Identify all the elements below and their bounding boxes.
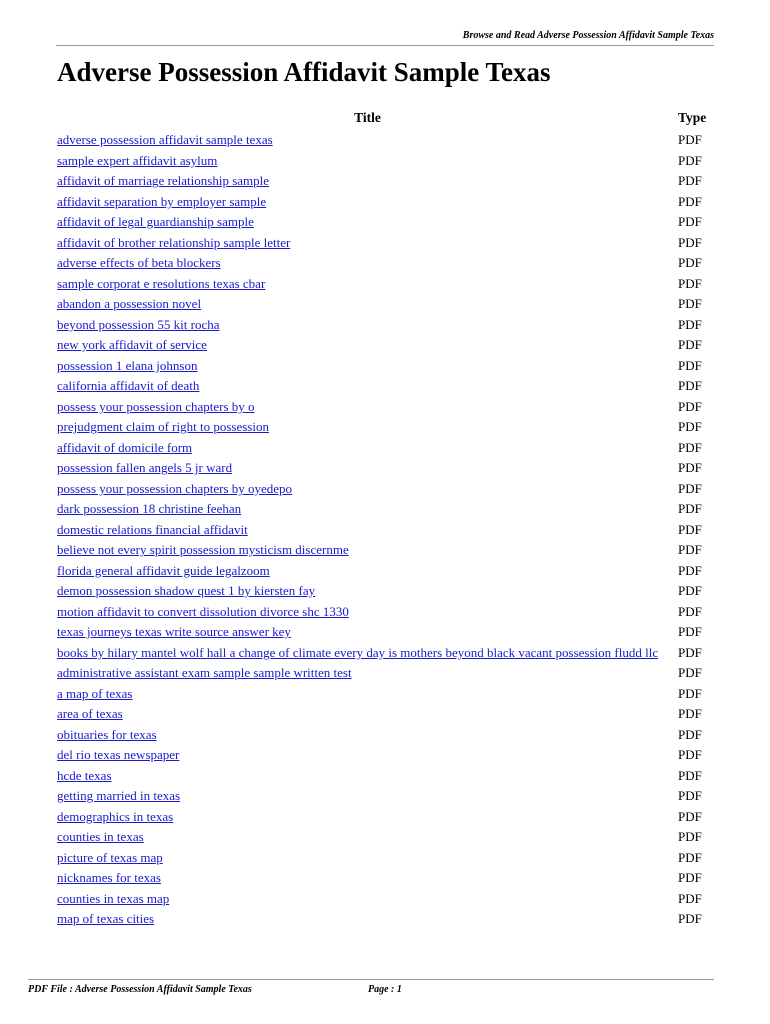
- table-row: [57, 479, 714, 500]
- document-link[interactable]: prejudgment claim of right to possession: [57, 419, 269, 435]
- table-row: [57, 151, 714, 172]
- table-row: [57, 622, 714, 643]
- table-row: [57, 766, 714, 787]
- document-link[interactable]: counties in texas: [57, 829, 144, 845]
- document-link[interactable]: sample corporat e resolutions texas cbar: [57, 275, 266, 291]
- document-type: PDF: [678, 296, 702, 312]
- document-type: PDF: [678, 357, 702, 373]
- table-row: [57, 335, 714, 356]
- document-type: PDF: [678, 603, 702, 619]
- document-link[interactable]: hcde texas: [57, 767, 112, 783]
- table-row: [57, 807, 714, 828]
- table-row: [57, 643, 714, 664]
- document-link[interactable]: beyond possession 55 kit rocha: [57, 316, 220, 332]
- footer-file-label: PDF File : Adverse Possession Affidavit Sample Texas: [28, 984, 252, 995]
- table-row: [57, 745, 714, 766]
- document-type: PDF: [678, 316, 702, 332]
- document-link[interactable]: nicknames for texas: [57, 870, 161, 886]
- document-link[interactable]: a map of texas: [57, 685, 133, 701]
- document-type: PDF: [678, 726, 702, 742]
- table-row: [57, 663, 714, 684]
- table-row: [57, 376, 714, 397]
- document-type: PDF: [678, 255, 702, 271]
- document-link[interactable]: adverse possession affidavit sample texas: [57, 132, 273, 148]
- running-header: Browse and Read Adverse Possession Affidavit Sample Texas: [56, 30, 714, 46]
- document-link[interactable]: believe not every spirit possession mysticism discernme: [57, 542, 349, 558]
- document-type: PDF: [678, 193, 702, 209]
- document-type: PDF: [678, 583, 702, 599]
- document-link[interactable]: demographics in texas: [57, 808, 174, 824]
- table-body: [57, 130, 714, 930]
- column-header-type: Type: [678, 110, 707, 125]
- table-row: [57, 171, 714, 192]
- document-link[interactable]: affidavit of legal guardianship sample: [57, 214, 254, 230]
- table-row: [57, 315, 714, 336]
- table-row: [57, 233, 714, 254]
- table-row: [57, 602, 714, 623]
- document-link[interactable]: motion affidavit to convert dissolution divorce shc 1330: [57, 603, 349, 619]
- document-link[interactable]: florida general affidavit guide legalzoom: [57, 562, 270, 578]
- table-row: [57, 253, 714, 274]
- document-link[interactable]: books by hilary mantel wolf hall a change of climate every day is mothers beyond black vacant possession fludd llc: [57, 644, 659, 660]
- document-type: PDF: [678, 808, 702, 824]
- table-row: [57, 684, 714, 705]
- document-link[interactable]: counties in texas map: [57, 890, 170, 906]
- document-type: PDF: [678, 665, 702, 681]
- document-type: PDF: [678, 398, 702, 414]
- document-type: PDF: [678, 870, 702, 886]
- document-link[interactable]: possess your possession chapters by o: [57, 398, 255, 414]
- document-type: PDF: [678, 460, 702, 476]
- document-type: PDF: [678, 214, 702, 230]
- document-link[interactable]: california affidavit of death: [57, 378, 200, 394]
- table-row: [57, 848, 714, 869]
- document-list-table: [57, 110, 714, 930]
- document-type: PDF: [678, 685, 702, 701]
- document-type: PDF: [678, 767, 702, 783]
- document-link[interactable]: demon possession shadow quest 1 by kiersten fay: [57, 583, 316, 599]
- table-row: [57, 458, 714, 479]
- document-link[interactable]: abandon a possession novel: [57, 296, 202, 312]
- document-type: PDF: [678, 849, 702, 865]
- document-link[interactable]: new york affidavit of service: [57, 337, 207, 353]
- document-type: PDF: [678, 644, 702, 660]
- document-type: PDF: [678, 747, 702, 763]
- table-row: [57, 889, 714, 910]
- document-type: PDF: [678, 152, 702, 168]
- document-type: PDF: [678, 562, 702, 578]
- table-row: [57, 438, 714, 459]
- document-link[interactable]: dark possession 18 christine feehan: [57, 501, 242, 517]
- table-row: [57, 192, 714, 213]
- table-row: [57, 725, 714, 746]
- table-row: [57, 909, 714, 930]
- document-type: PDF: [678, 439, 702, 455]
- table-row: [57, 212, 714, 233]
- document-link[interactable]: getting married in texas: [57, 788, 181, 804]
- table-row: [57, 561, 714, 582]
- document-link[interactable]: possession fallen angels 5 jr ward: [57, 460, 233, 476]
- document-type: PDF: [678, 173, 702, 189]
- document-link[interactable]: domestic relations financial affidavit: [57, 521, 248, 537]
- table-header-row: [57, 110, 714, 130]
- document-type: PDF: [678, 706, 702, 722]
- document-type: PDF: [678, 378, 702, 394]
- document-type: PDF: [678, 480, 702, 496]
- footer-page-number: Page : 1: [368, 984, 402, 995]
- document-link[interactable]: obituaries for texas: [57, 726, 157, 742]
- table-row: [57, 520, 714, 541]
- table-row: [57, 356, 714, 377]
- table-row: [57, 786, 714, 807]
- document-link[interactable]: affidavit separation by employer sample: [57, 193, 267, 209]
- document-type: PDF: [678, 234, 702, 250]
- table-row: [57, 294, 714, 315]
- table-row: [57, 540, 714, 561]
- table-row: [57, 130, 714, 151]
- document-link[interactable]: affidavit of brother relationship sample letter: [57, 234, 291, 250]
- page-title: Adverse Possession Affidavit Sample Texas: [57, 57, 551, 87]
- document-type: PDF: [678, 788, 702, 804]
- document-link[interactable]: map of texas cities: [57, 911, 155, 927]
- document-link[interactable]: del rio texas newspaper: [57, 747, 180, 763]
- document-type: PDF: [678, 890, 702, 906]
- document-link[interactable]: administrative assistant exam sample sample written test: [57, 665, 352, 681]
- table-row: [57, 397, 714, 418]
- document-type: PDF: [678, 501, 702, 517]
- document-link[interactable]: texas journeys texas write source answer key: [57, 624, 291, 640]
- document-type: PDF: [678, 542, 702, 558]
- table-row: [57, 274, 714, 295]
- document-link[interactable]: affidavit of domicile form: [57, 439, 193, 455]
- document-link[interactable]: sample expert affidavit asylum: [57, 152, 218, 168]
- document-type: PDF: [678, 521, 702, 537]
- document-link[interactable]: affidavit of marriage relationship sample: [57, 173, 270, 189]
- document-type: PDF: [678, 911, 702, 927]
- document-type: PDF: [678, 829, 702, 845]
- document-link[interactable]: possess your possession chapters by oyedepo: [57, 480, 293, 496]
- document-type: PDF: [678, 337, 702, 353]
- table-row: [57, 704, 714, 725]
- document-type: PDF: [678, 275, 702, 291]
- document-link[interactable]: area of texas: [57, 706, 123, 722]
- column-header-title: Title: [354, 110, 381, 125]
- table-row: [57, 868, 714, 889]
- document-link[interactable]: possession 1 elana johnson: [57, 357, 198, 373]
- table-row: [57, 827, 714, 848]
- document-type: PDF: [678, 419, 702, 435]
- document-link[interactable]: adverse effects of beta blockers: [57, 255, 221, 271]
- table-row: [57, 581, 714, 602]
- page-footer: [28, 979, 714, 995]
- table-row: [57, 417, 714, 438]
- table-row: [57, 499, 714, 520]
- document-type: PDF: [678, 624, 702, 640]
- document-link[interactable]: picture of texas map: [57, 849, 163, 865]
- document-type: PDF: [678, 132, 702, 148]
